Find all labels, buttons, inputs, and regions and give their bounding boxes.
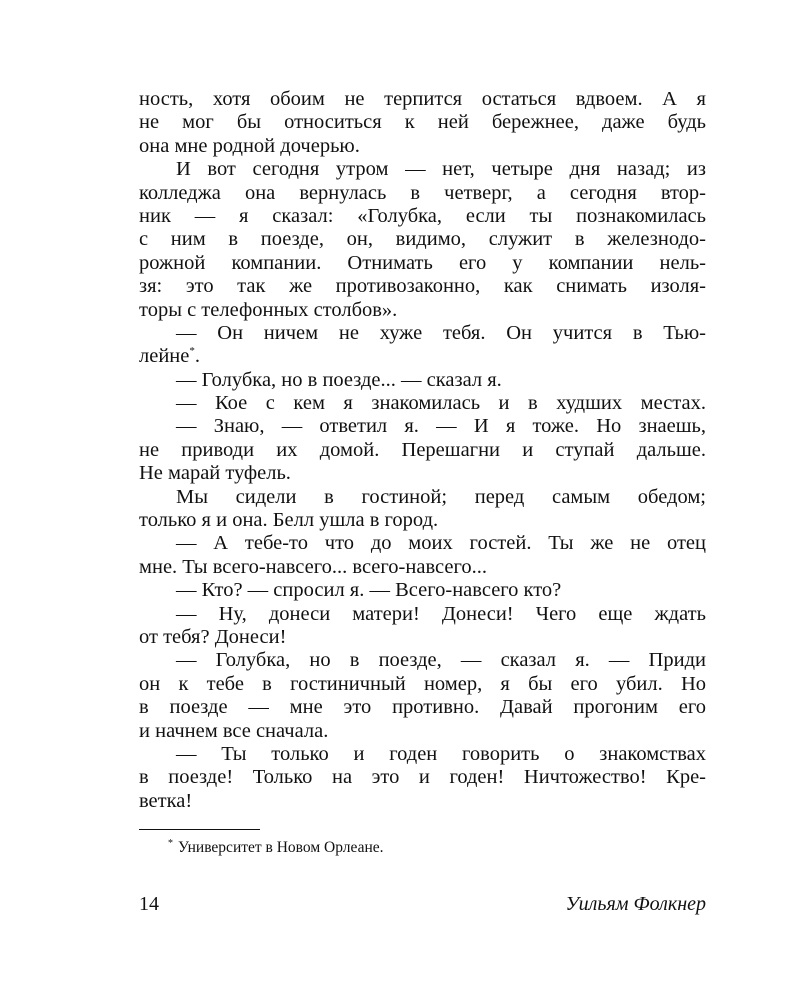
text-line: — Знаю, — ответил я. — И я тоже. Но знаешь, xyxy=(176,415,706,438)
text-line: — Голубка, но в поезде, — сказал я. — Приди xyxy=(176,649,706,672)
text-line: ветка! xyxy=(139,789,193,812)
text-line: ник — я сказал: «Голубка, если ты познакомилась xyxy=(139,204,706,227)
text-line: — Ты только и годен говорить о знакомствах xyxy=(176,742,706,765)
text-line: мне. Ты всего-навсего... всего-навсего... xyxy=(139,555,487,578)
text-fragment: лейне xyxy=(139,345,190,368)
text-line: не мог бы относиться к ней бережнее, даже будь xyxy=(139,111,706,134)
text-line: только я и она. Белл ушла в город. xyxy=(139,509,439,532)
text-line: и начнем все сначала. xyxy=(139,719,329,742)
footnote-text: Университет в Новом Орлеане. xyxy=(178,839,384,856)
body-text xyxy=(139,88,706,813)
text-line: — Ну, донеси матери! Донеси! Чего еще ждать xyxy=(176,602,706,625)
text-line: не приводи их домой. Перешагни и ступай дальше. xyxy=(139,438,706,461)
text-line: она мне родной дочерью. xyxy=(139,134,360,157)
text-line: торы с телефонных столбов». xyxy=(139,298,398,321)
page-number: 14 xyxy=(139,893,159,915)
text-line: ность, хотя обоим не терпится остаться вдвоем. А я xyxy=(139,88,706,110)
text-line: — Кое с кем я знакомилась и в худших местах. xyxy=(176,392,706,415)
text-line: зя: это так же противозаконно, как снимать изоля- xyxy=(139,275,706,298)
text-line-with-footnote xyxy=(139,345,706,368)
text-line: от тебя? Донеси! xyxy=(139,625,287,648)
footnote-marker: * xyxy=(168,838,173,849)
text-line: Мы сидели в гостиной; перед самым обедом; xyxy=(176,485,706,508)
text-line: в поезде — мне это противно. Давай прогоним его xyxy=(139,696,706,719)
text-line: с ним в поезде, он, видимо, служит в железнодо- xyxy=(139,228,706,251)
text-line: И вот сегодня утром — нет, четыре дня назад; из xyxy=(176,158,706,181)
text-line: Не марай туфель. xyxy=(139,462,291,485)
text-line: — Голубка, но в поезде... — сказал я. xyxy=(176,368,502,391)
text-line: — Он ничем не хуже тебя. Он учится в Тью- xyxy=(176,321,706,344)
text-line: в поезде! Только на это и годен! Ничтожество! Кре- xyxy=(139,766,706,789)
text-line: — А тебе-то что до моих гостей. Ты же не отец xyxy=(176,532,706,555)
footnote xyxy=(168,838,384,858)
text-line: он к тебе в гостиничный номер, я бы его убил. Но xyxy=(139,672,706,695)
text-line: рожной компании. Отнимать его у компании нель- xyxy=(139,251,706,274)
text-fragment: . xyxy=(194,345,200,368)
footnote-divider xyxy=(139,829,260,830)
footnote-marker: * xyxy=(189,345,195,358)
text-line: — Кто? — спросил я. — Всего-навсего кто? xyxy=(176,579,562,602)
text-line: колледжа она вернулась в четверг, а сегодня втор- xyxy=(139,181,706,204)
running-footer-author: Уильям Фолкнер xyxy=(565,893,706,915)
